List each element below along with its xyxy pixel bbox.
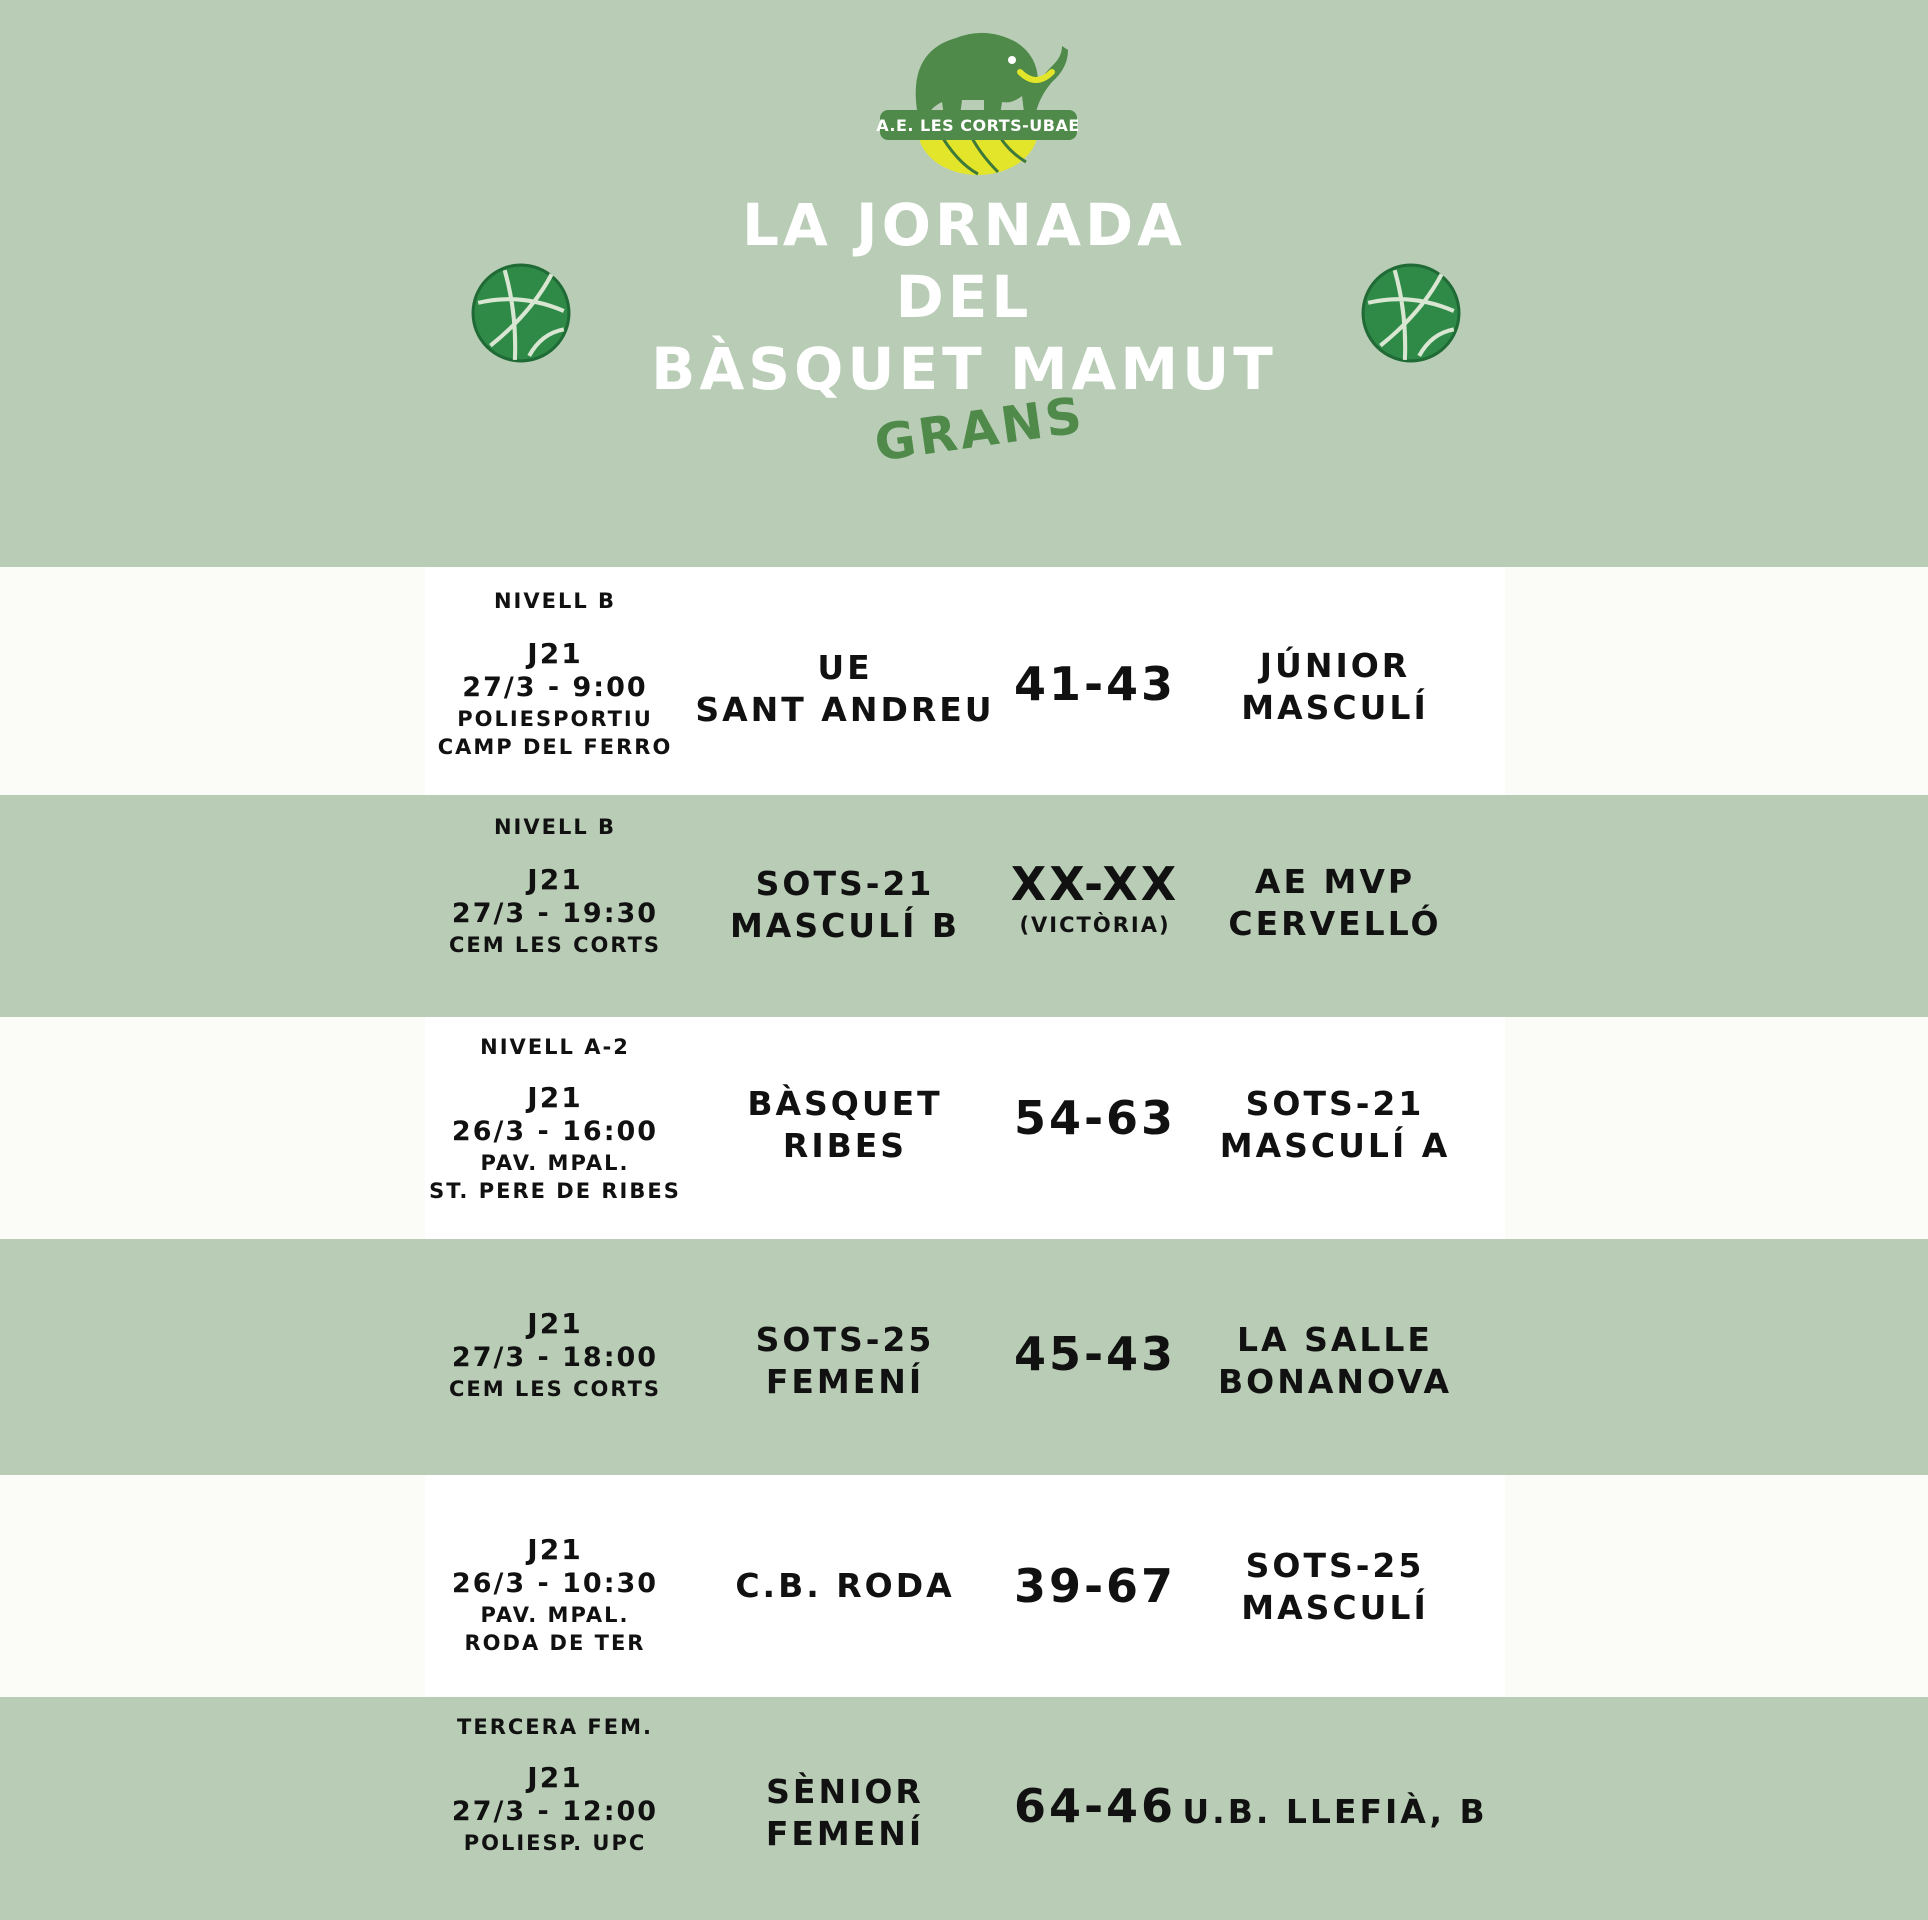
match-info <box>425 637 685 761</box>
away-team-line2: CERVELLÓ <box>1228 904 1442 943</box>
match-venue-line1: POLIESP. UPC <box>463 1831 647 1855</box>
match-row <box>0 1017 1928 1239</box>
match-row <box>0 567 1928 795</box>
match-row <box>0 1697 1928 1920</box>
match-jornada: J21 <box>527 1761 583 1794</box>
match-info <box>425 1533 685 1657</box>
away-team-line1: SOTS-25 <box>1245 1546 1425 1585</box>
match-score: 45-43 <box>1013 1327 1177 1381</box>
match-info <box>425 1307 685 1403</box>
title-line-1: LA JORNADA <box>741 191 1187 259</box>
home-team <box>680 647 1010 731</box>
home-team <box>680 1319 1010 1403</box>
match-venue-line1: POLIESPORTIU <box>457 707 653 731</box>
match-panel <box>425 567 1505 795</box>
match-datetime: 26/3 - 16:00 <box>451 1116 659 1147</box>
away-team-line2: MASCULÍ <box>1241 688 1429 727</box>
match-row <box>0 795 1928 1017</box>
match-score: 41-43 <box>1013 657 1177 711</box>
match-datetime: 27/3 - 12:00 <box>451 1796 659 1827</box>
away-team-line2: BONANOVA <box>1218 1362 1452 1401</box>
subtitle: GRANS <box>870 385 1089 473</box>
match-datetime: 27/3 - 9:00 <box>462 672 648 703</box>
home-team-line1: C.B. RODA <box>735 1566 955 1605</box>
match-venue-line2: ST. PERE DE RIBES <box>429 1179 681 1203</box>
home-team <box>680 1083 1010 1167</box>
away-team <box>1165 861 1505 945</box>
away-team-line1: JÚNIOR <box>1259 646 1411 685</box>
match-datetime: 26/3 - 10:30 <box>451 1568 659 1599</box>
match-info <box>425 863 685 959</box>
home-team-line2: RIBES <box>782 1126 908 1165</box>
away-team-line1: LA SALLE <box>1237 1320 1433 1359</box>
logo-text: A.E. LES CORTS-UBAE <box>876 116 1080 135</box>
match-row <box>0 1239 1928 1475</box>
away-team <box>1165 1319 1505 1403</box>
match-info <box>425 1081 685 1205</box>
home-team-line2: SANT ANDREU <box>695 690 995 729</box>
away-team-line1: U.B. LLEFIÀ, B <box>1182 1792 1488 1831</box>
match-venue-line1: CEM LES CORTS <box>448 1377 662 1401</box>
match-venue-line1: PAV. MPAL. <box>480 1603 630 1627</box>
match-level: NIVELL B <box>493 589 617 613</box>
match-venue-line1: PAV. MPAL. <box>480 1151 630 1175</box>
home-team <box>680 863 1010 947</box>
match-venue-line2: CAMP DEL FERRO <box>437 735 673 759</box>
match-level: TERCERA FEM. <box>457 1715 653 1739</box>
match-score: 64-46 <box>1013 1779 1177 1833</box>
match-panel <box>425 795 1505 1017</box>
away-team-line2: MASCULÍ <box>1241 1588 1429 1627</box>
home-team <box>680 1565 1010 1607</box>
match-jornada: J21 <box>527 1307 583 1340</box>
away-team-line2: MASCULÍ A <box>1219 1126 1451 1165</box>
match-jornada: J21 <box>527 1081 583 1114</box>
match-score: XX-XX <box>1010 857 1180 911</box>
match-venue-line2: RODA DE TER <box>464 1631 646 1655</box>
away-team-line1: SOTS-21 <box>1245 1084 1425 1123</box>
match-score: 39-67 <box>1013 1559 1177 1613</box>
match-panel <box>425 1017 1505 1239</box>
match-venue-line1: CEM LES CORTS <box>448 933 662 957</box>
home-team-line1: SÈNIOR <box>766 1772 924 1811</box>
home-team-line1: BÀSQUET <box>747 1084 943 1123</box>
home-team-line2: FEMENÍ <box>765 1814 925 1853</box>
title-line-3: BÀSQUET MAMUT <box>651 335 1277 403</box>
match-datetime: 27/3 - 19:30 <box>451 898 659 929</box>
match-level: NIVELL B <box>493 815 617 839</box>
home-team-line1: SOTS-25 <box>755 1320 935 1359</box>
away-team <box>1165 1545 1505 1629</box>
header <box>0 0 1928 567</box>
away-team <box>1165 645 1505 729</box>
away-team <box>1165 1791 1505 1833</box>
home-team-line2: FEMENÍ <box>765 1362 925 1401</box>
match-panel <box>425 1475 1505 1697</box>
match-datetime: 27/3 - 18:00 <box>451 1342 659 1373</box>
match-panel <box>425 1239 1505 1475</box>
match-info <box>425 1761 685 1857</box>
home-team <box>680 1771 1010 1855</box>
match-score: 54-63 <box>1013 1091 1177 1145</box>
match-score-note: (VICTÒRIA) <box>1019 913 1171 937</box>
mammoth-logo <box>876 12 1081 177</box>
home-team-line1: UE <box>817 648 873 687</box>
match-panel <box>425 1697 1505 1920</box>
match-jornada: J21 <box>527 863 583 896</box>
away-team <box>1165 1083 1505 1167</box>
home-team-line1: SOTS-21 <box>755 864 935 903</box>
match-row <box>0 1475 1928 1697</box>
home-team-line2: MASCULÍ B <box>729 906 961 945</box>
match-jornada: J21 <box>527 1533 583 1566</box>
match-level: NIVELL A-2 <box>480 1035 630 1059</box>
match-jornada: J21 <box>527 637 583 670</box>
title-line-2: DEL <box>895 263 1033 331</box>
away-team-line1: AE MVP <box>1254 862 1416 901</box>
